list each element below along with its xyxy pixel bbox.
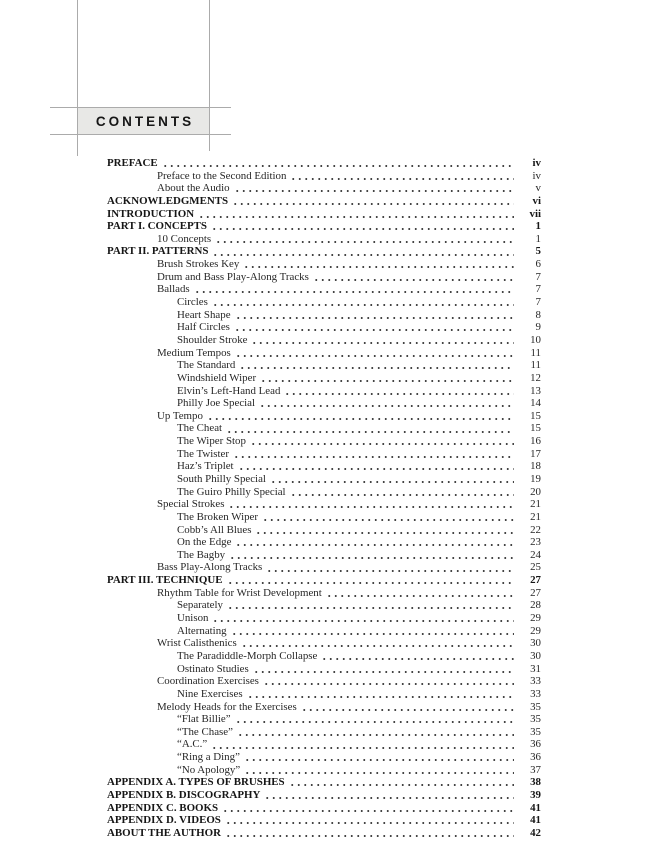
toc-entry-label: Nine Exercises [177, 687, 243, 700]
toc-entry [107, 372, 541, 385]
toc-entry-page: 1 [535, 232, 541, 245]
toc-entry-page: 7 [535, 283, 541, 296]
dot-leader [289, 776, 514, 789]
toc-entry-page: 41 [530, 801, 541, 814]
toc-entry-page: 21 [530, 510, 541, 523]
toc-entry-label: “The Chase” [177, 725, 233, 738]
toc-entry-label: Haz’s Triplet [177, 460, 234, 473]
toc-entry-label: PART I. CONCEPTS [107, 220, 207, 233]
toc-entry-label: Cobb’s All Blues [177, 523, 252, 536]
toc-entry-page: 39 [530, 789, 541, 802]
dot-leader [290, 170, 514, 183]
toc-entry-page: 8 [535, 308, 541, 321]
dot-leader [198, 208, 514, 221]
dot-leader [211, 738, 514, 751]
toc-entry-page: 33 [530, 675, 541, 688]
toc-entry-page: 24 [530, 548, 541, 561]
toc-entry-page: 15 [530, 409, 541, 422]
toc-entry-label: Rhythm Table for Wrist Development [157, 586, 322, 599]
toc-entry-label: “A.C.” [177, 738, 208, 751]
dot-leader [264, 789, 514, 802]
dot-leader [227, 599, 514, 612]
toc-entry-label: Ballads [157, 283, 190, 296]
toc-entry-page: 21 [530, 498, 541, 511]
dot-leader [250, 435, 514, 448]
toc-entry [107, 410, 541, 423]
toc-entry [107, 271, 541, 284]
toc-entry-label: Preface to the Second Edition [157, 169, 287, 182]
dot-leader [259, 397, 514, 410]
toc-entry [107, 309, 541, 322]
dot-leader [211, 220, 514, 233]
toc-entry-label: Philly Joe Special [177, 397, 256, 410]
dot-leader [194, 283, 514, 296]
toc-entry-page: 14 [530, 397, 541, 410]
dot-leader [251, 334, 514, 347]
toc-entry-label: PART II. PATTERNS [107, 245, 209, 258]
toc-entry-label: PART III. TECHNIQUE [107, 574, 223, 587]
toc-entry-label: 10 Concepts [157, 232, 212, 245]
toc-entry [107, 359, 541, 372]
toc-entry [107, 789, 541, 802]
toc-entry [107, 245, 541, 258]
toc-entry-label: The Guiro Philly Special [177, 485, 286, 498]
toc-entry-label: Wrist Calisthenics [157, 637, 237, 650]
table-of-contents [107, 157, 541, 840]
dot-leader [235, 536, 514, 549]
toc-entry-page: 27 [530, 586, 541, 599]
toc-entry-page: 41 [530, 814, 541, 827]
toc-entry-label: The Twister [177, 447, 229, 460]
toc-entry-label: Unison [177, 612, 209, 625]
toc-entry-page: 7 [535, 296, 541, 309]
toc-entry-label: The Bagby [177, 548, 226, 561]
toc-entry [107, 283, 541, 296]
toc-entry-label: Half Circles [177, 321, 230, 334]
dot-leader [255, 524, 514, 537]
toc-entry-page: 23 [530, 536, 541, 549]
toc-entry [107, 157, 541, 170]
toc-entry-label: Special Strokes [157, 498, 225, 511]
toc-entry-page: 28 [530, 599, 541, 612]
toc-entry [107, 827, 541, 840]
dot-leader [226, 422, 514, 435]
toc-entry [107, 435, 541, 448]
toc-entry-label: Up Tempo [157, 409, 203, 422]
dot-leader [233, 448, 514, 461]
toc-entry [107, 195, 541, 208]
toc-entry [107, 713, 541, 726]
toc-entry-page: vi [532, 194, 541, 207]
dot-leader [234, 321, 514, 334]
toc-entry [107, 776, 541, 789]
dot-leader [225, 814, 514, 827]
toc-entry [107, 486, 541, 499]
toc-entry-page: 31 [530, 662, 541, 675]
toc-entry-page: 35 [530, 713, 541, 726]
toc-entry-label: APPENDIX C. BOOKS [107, 801, 219, 814]
toc-entry [107, 385, 541, 398]
toc-entry-label: Brush Strokes Key [157, 258, 240, 271]
toc-entry [107, 802, 541, 815]
toc-entry-page: 38 [530, 776, 541, 789]
toc-entry-page: 13 [530, 384, 541, 397]
dot-leader [239, 359, 514, 372]
toc-entry-page: 15 [530, 422, 541, 435]
toc-entry [107, 726, 541, 739]
toc-entry [107, 612, 541, 625]
toc-entry-label: Separately [177, 599, 223, 612]
toc-entry-page: 30 [530, 649, 541, 662]
page-title: CONTENTS [95, 113, 195, 129]
toc-entry [107, 587, 541, 600]
toc-entry-page: 22 [530, 523, 541, 536]
toc-entry [107, 738, 541, 751]
toc-entry [107, 258, 541, 271]
toc-entry-page: v [535, 182, 541, 195]
toc-entry-page: 30 [530, 637, 541, 650]
toc-entry-label: Coordination Exercises [157, 675, 259, 688]
dot-leader [260, 372, 514, 385]
dot-leader [244, 764, 514, 777]
toc-entry [107, 599, 541, 612]
toc-entry [107, 524, 541, 537]
dot-leader [215, 233, 514, 246]
toc-entry-label: The Broken Wiper [177, 510, 259, 523]
toc-entry-page: 35 [530, 700, 541, 713]
toc-entry-label: INTRODUCTION [107, 207, 195, 220]
toc-entry-page: 10 [530, 333, 541, 346]
dot-leader [262, 511, 514, 524]
dot-leader [235, 309, 514, 322]
toc-entry-label: “Flat Billie” [177, 713, 231, 726]
crop-line-vertical-right [209, 0, 210, 151]
toc-entry-label: ACKNOWLEDGMENTS [107, 194, 229, 207]
dot-leader [266, 562, 514, 575]
toc-entry-page: vii [529, 207, 541, 220]
toc-entry-page: 6 [535, 258, 541, 271]
toc-entry-page: 7 [535, 270, 541, 283]
toc-entry-label: APPENDIX D. VIDEOS [107, 814, 221, 827]
toc-entry [107, 562, 541, 575]
dot-leader [232, 195, 514, 208]
toc-entry-label: Elvin’s Left-Hand Lead [177, 384, 281, 397]
toc-entry-page: 16 [530, 435, 541, 448]
toc-entry-page: 11 [530, 346, 541, 359]
toc-entry [107, 321, 541, 334]
toc-entry [107, 663, 541, 676]
toc-entry-label: South Philly Special [177, 473, 266, 485]
dot-leader [253, 663, 514, 676]
toc-entry-label: APPENDIX B. DISCOGRAPHY [107, 789, 261, 802]
toc-entry-label: APPENDIX A. TYPES OF BRUSHES [107, 776, 285, 789]
dot-leader [212, 612, 514, 625]
toc-entry [107, 764, 541, 777]
toc-entry-page: iv [532, 169, 541, 182]
dot-leader [222, 802, 514, 815]
toc-entry [107, 448, 541, 461]
toc-entry-page: 25 [530, 561, 541, 574]
toc-entry-page: 27 [530, 574, 541, 587]
dot-leader [284, 385, 514, 398]
dot-leader [237, 726, 514, 739]
toc-entry [107, 208, 541, 221]
toc-entry-label: Melody Heads for the Exercises [157, 700, 297, 713]
toc-entry [107, 536, 541, 549]
contents-header-box [78, 108, 209, 134]
toc-entry [107, 334, 541, 347]
toc-entry-label: The Wiper Stop [177, 435, 246, 448]
dot-leader [301, 701, 514, 714]
toc-entry [107, 233, 541, 246]
dot-leader [244, 751, 514, 764]
toc-entry [107, 625, 541, 638]
toc-entry-page: 20 [530, 485, 541, 498]
toc-entry-label: Windshield Wiper [177, 371, 257, 384]
toc-entry-page: 36 [530, 738, 541, 751]
toc-entry-label: Heart Shape [177, 308, 231, 321]
toc-entry [107, 296, 541, 309]
toc-entry [107, 170, 541, 183]
toc-entry-label: The Cheat [177, 422, 223, 435]
dot-leader [235, 347, 514, 360]
toc-entry-label: PREFACE [107, 156, 158, 169]
toc-entry [107, 701, 541, 714]
toc-entry-page: 29 [530, 624, 541, 637]
dot-leader [229, 549, 514, 562]
toc-entry-page: 9 [535, 321, 541, 334]
toc-entry-label: The Standard [177, 359, 236, 372]
toc-entry-page: 29 [530, 612, 541, 625]
toc-entry-page: 11 [530, 359, 541, 372]
toc-entry-label: Bass Play-Along Tracks [157, 561, 263, 574]
toc-entry [107, 397, 541, 410]
dot-leader [243, 258, 514, 271]
toc-entry [107, 460, 541, 473]
toc-entry-page: 1 [535, 220, 541, 233]
dot-leader [228, 498, 514, 511]
dot-leader [326, 587, 514, 600]
toc-entry [107, 220, 541, 233]
toc-entry-page: iv [532, 156, 541, 169]
toc-entry-label: Medium Tempos [157, 346, 231, 359]
toc-entry-label: Alternating [177, 624, 227, 637]
dot-leader [290, 486, 514, 499]
crop-line-horizontal-bottom [50, 134, 231, 135]
dot-leader [234, 182, 514, 195]
toc-entry [107, 422, 541, 435]
toc-entry-label: “No Apology” [177, 763, 241, 776]
toc-entry [107, 549, 541, 562]
toc-entry-label: Drum and Bass Play-Along Tracks [157, 270, 309, 283]
dot-leader [238, 460, 514, 473]
dot-leader [207, 410, 514, 423]
toc-entry [107, 751, 541, 764]
toc-entry-page: 42 [530, 826, 541, 839]
dot-leader [270, 473, 514, 486]
dot-leader [212, 245, 514, 258]
dot-leader [313, 271, 514, 284]
toc-entry [107, 182, 541, 195]
toc-entry-page: 37 [530, 763, 541, 776]
dot-leader [247, 688, 514, 701]
toc-entry [107, 675, 541, 688]
dot-leader [212, 296, 514, 309]
toc-entry [107, 347, 541, 360]
toc-entry-page: 35 [530, 725, 541, 738]
toc-entry-label: The Paradiddle-Morph Collapse [177, 649, 318, 662]
toc-entry-label: “Ring a Ding” [177, 751, 240, 764]
toc-entry [107, 637, 541, 650]
toc-entry-page: 18 [530, 460, 541, 473]
toc-entry-page: 17 [530, 447, 541, 460]
toc-entry-label: Circles [177, 296, 208, 309]
toc-entry-label: Ostinato Studies [177, 662, 249, 675]
toc-entry-label: About the Audio [157, 182, 230, 195]
dot-leader [235, 713, 514, 726]
toc-entry-page: 12 [530, 371, 541, 384]
toc-entry [107, 574, 541, 587]
toc-entry-page: 5 [535, 245, 541, 258]
toc-entry [107, 511, 541, 524]
dot-leader [321, 650, 514, 663]
dot-leader [162, 157, 514, 170]
toc-entry [107, 498, 541, 511]
toc-entry-page: 19 [530, 473, 541, 485]
toc-entry-page: 33 [530, 687, 541, 700]
toc-entry-label: Shoulder Stroke [177, 333, 248, 346]
dot-leader [225, 827, 514, 840]
dot-leader [227, 574, 514, 587]
dot-leader [263, 675, 514, 688]
toc-entry [107, 814, 541, 827]
toc-entry [107, 650, 541, 663]
toc-entry-label: ABOUT THE AUTHOR [107, 826, 221, 839]
dot-leader [241, 637, 514, 650]
toc-entry [107, 473, 541, 486]
dot-leader [231, 625, 514, 638]
toc-entry-label: On the Edge [177, 536, 232, 549]
toc-entry-page: 36 [530, 751, 541, 764]
toc-entry [107, 688, 541, 701]
